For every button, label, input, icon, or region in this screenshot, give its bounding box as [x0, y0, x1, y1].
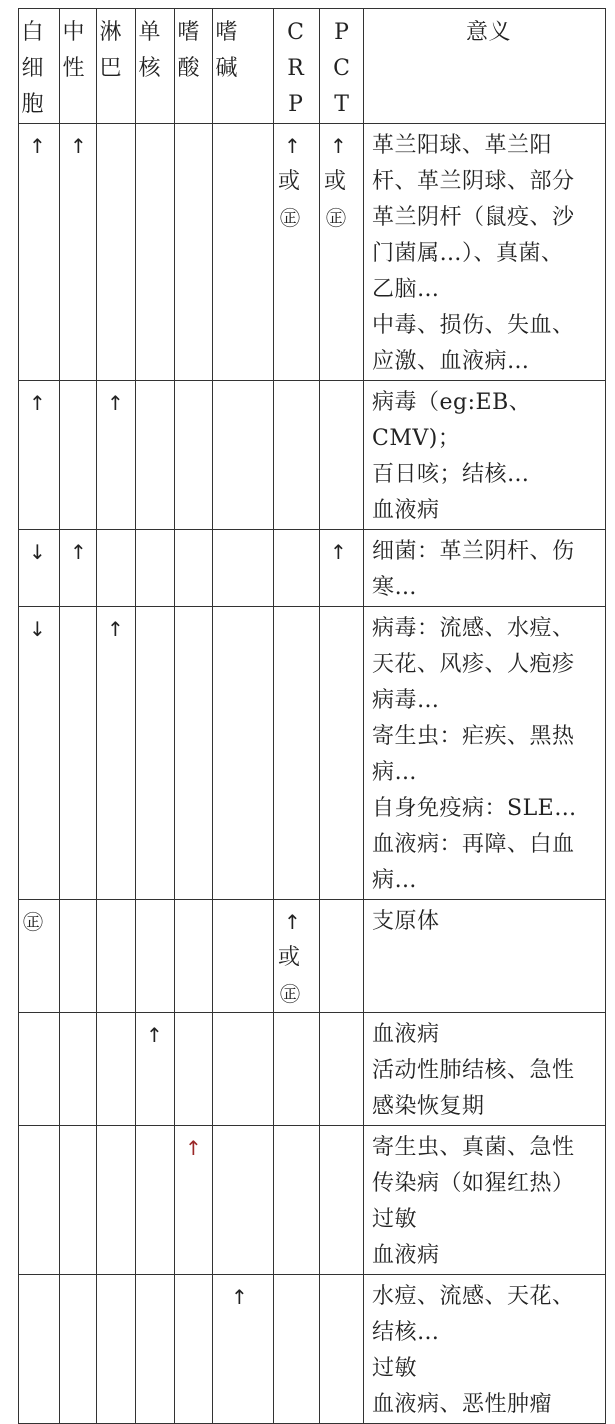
- cell-pct: [320, 381, 364, 530]
- meaning-line: 过敏: [372, 1356, 418, 1381]
- cell-basophil: [213, 1275, 274, 1424]
- cell-basophil: [213, 1013, 274, 1126]
- cell-pct: [320, 900, 364, 1013]
- cell-neutrophil: [60, 1275, 97, 1424]
- down-arrow-icon: ↓: [29, 540, 46, 564]
- header-wbc-label: 白 细 胞: [21, 20, 44, 117]
- up-arrow-icon: ↑: [70, 134, 87, 158]
- cell-meaning: [364, 124, 606, 381]
- meaning-line: 感染恢复期: [372, 1094, 485, 1119]
- cell-eosinophil: [175, 124, 213, 381]
- cell-monocyte: [136, 1126, 175, 1275]
- cell-pct: [320, 607, 364, 900]
- meaning-line: 血液病、恶性肿瘤: [372, 1392, 553, 1417]
- cell-monocyte: [136, 381, 175, 530]
- cell-basophil: [213, 381, 274, 530]
- meaning-line: 病毒：流感、水痘、: [372, 616, 575, 641]
- up-arrow-icon: ↑: [330, 540, 347, 564]
- meaning-line: 百日咳；结核…: [372, 462, 530, 487]
- cell-crp: [274, 1275, 320, 1424]
- meaning-line: 寄生虫：疟疾、黑热: [372, 724, 575, 749]
- table-row: [19, 1126, 606, 1275]
- header-row: [19, 9, 606, 124]
- meaning-line: 门菌属…）、真菌、: [372, 241, 564, 266]
- meaning-line: 病…: [372, 868, 418, 893]
- cell-wbc: [19, 1126, 60, 1275]
- cell-monocyte: [136, 124, 175, 381]
- meaning-line: 寄生虫、真菌、急性: [372, 1135, 575, 1160]
- cell-lymphocyte: [97, 607, 136, 900]
- header-wbc: [19, 9, 60, 124]
- meaning-line: 自身免疫病：SLE…: [372, 796, 577, 821]
- cell-basophil: [213, 530, 274, 607]
- meaning-line: 血液病：再障、白血: [372, 832, 575, 857]
- meaning-line: 革兰阴杆（鼠疫、沙: [372, 205, 575, 230]
- cell-eosinophil: [175, 381, 213, 530]
- header-monocyte-label: 单 核: [138, 20, 161, 81]
- up-arrow-icon: ↑: [284, 910, 301, 934]
- cell-eosinophil: [175, 530, 213, 607]
- cell-eosinophil: [175, 607, 213, 900]
- cell-eosinophil: [175, 900, 213, 1013]
- cell-meaning: [364, 530, 606, 607]
- cell-crp: [274, 1013, 320, 1126]
- header-meaning-label: 意义: [465, 20, 511, 45]
- cell-meaning: [364, 1126, 606, 1275]
- cell-neutrophil: [60, 1013, 97, 1126]
- table-row: [19, 1275, 606, 1424]
- cell-crp: [274, 381, 320, 530]
- meaning-line: 病毒…: [372, 688, 440, 713]
- header-basophil: [213, 9, 274, 124]
- cell-pct: [320, 1275, 364, 1424]
- up-arrow-icon: ↑: [284, 134, 301, 158]
- meaning-line: 细菌：革兰阴杆、伤: [372, 539, 575, 564]
- blood-test-table: [18, 8, 606, 1424]
- header-pct-label: P C T: [333, 20, 350, 117]
- meaning-line: 结核…: [372, 1320, 440, 1345]
- cell-wbc: [19, 381, 60, 530]
- up-arrow-icon: ↑: [330, 134, 347, 158]
- meaning-line: 过敏: [372, 1207, 418, 1232]
- cell-meaning: [364, 381, 606, 530]
- up-arrow-icon: ↑: [29, 391, 46, 415]
- cell-lymphocyte: [97, 381, 136, 530]
- meaning-line: 支原体: [372, 909, 440, 934]
- normal-icon: ㊣: [23, 910, 43, 934]
- cell-lymphocyte: [97, 1126, 136, 1275]
- cell-neutrophil: [60, 124, 97, 381]
- cell-wbc: [19, 900, 60, 1013]
- cell-lymphocyte: [97, 530, 136, 607]
- meaning-line: 血液病: [372, 1243, 440, 1268]
- cell-pct: [320, 530, 364, 607]
- meaning-line: 病毒（eg:EB、CMV)；: [372, 390, 532, 451]
- table-row: [19, 530, 606, 607]
- cell-basophil: [213, 607, 274, 900]
- up-arrow-icon: ↑: [185, 1136, 202, 1160]
- cell-wbc: [19, 530, 60, 607]
- cell-lymphocyte: [97, 124, 136, 381]
- up-arrow-icon: ↑: [231, 1285, 248, 1309]
- or-label: 或: [278, 945, 301, 970]
- meaning-line: 杆、革兰阴球、部分: [372, 169, 575, 194]
- meaning-line: 水痘、流感、天花、: [372, 1284, 575, 1309]
- header-meaning: [364, 9, 606, 124]
- cell-wbc: [19, 1275, 60, 1424]
- meaning-line: 应激、血液病…: [372, 349, 530, 374]
- cell-crp: [274, 530, 320, 607]
- table-row: [19, 1013, 606, 1126]
- up-arrow-icon: ↑: [29, 134, 46, 158]
- cell-neutrophil: [60, 607, 97, 900]
- header-monocyte: [136, 9, 175, 124]
- normal-icon: ㊣: [326, 206, 346, 230]
- up-arrow-icon: ↑: [107, 617, 124, 641]
- cell-lymphocyte: [97, 1275, 136, 1424]
- cell-basophil: [213, 1126, 274, 1275]
- meaning-line: 活动性肺结核、急性: [372, 1058, 575, 1083]
- cell-lymphocyte: [97, 900, 136, 1013]
- header-lymphocyte: [97, 9, 136, 124]
- or-label: 或: [278, 169, 301, 194]
- cell-crp: [274, 607, 320, 900]
- cell-crp: [274, 1126, 320, 1275]
- cell-crp: [274, 124, 320, 381]
- cell-pct: [320, 1126, 364, 1275]
- header-crp-label: C R P: [287, 20, 304, 117]
- cell-meaning: [364, 1275, 606, 1424]
- table-row: [19, 900, 606, 1013]
- cell-wbc: [19, 1013, 60, 1126]
- cell-neutrophil: [60, 381, 97, 530]
- normal-icon: ㊣: [280, 982, 300, 1006]
- cell-monocyte: [136, 900, 175, 1013]
- cell-meaning: [364, 900, 606, 1013]
- cell-monocyte: [136, 1013, 175, 1126]
- normal-icon: ㊣: [280, 206, 300, 230]
- meaning-line: 中毒、损伤、失血、: [372, 313, 575, 338]
- cell-crp: [274, 900, 320, 1013]
- cell-eosinophil: [175, 1275, 213, 1424]
- table-row: [19, 381, 606, 530]
- header-neutrophil-label: 中 性: [62, 20, 85, 81]
- cell-monocyte: [136, 530, 175, 607]
- cell-basophil: [213, 900, 274, 1013]
- up-arrow-icon: ↑: [70, 540, 87, 564]
- header-neutrophil: [60, 9, 97, 124]
- header-lymphocyte-label: 淋 巴: [99, 20, 122, 81]
- header-basophil-label: 嗜 碱: [215, 20, 238, 81]
- cell-eosinophil: [175, 1126, 213, 1275]
- cell-neutrophil: [60, 900, 97, 1013]
- cell-monocyte: [136, 1275, 175, 1424]
- table-row: [19, 607, 606, 900]
- cell-lymphocyte: [97, 1013, 136, 1126]
- meaning-line: 病…: [372, 760, 418, 785]
- header-eosinophil-label: 嗜 酸: [177, 20, 200, 81]
- up-arrow-icon: ↑: [146, 1023, 163, 1047]
- cell-pct: [320, 1013, 364, 1126]
- cell-meaning: [364, 1013, 606, 1126]
- table-row: [19, 124, 606, 381]
- cell-wbc: [19, 607, 60, 900]
- meaning-line: 寒…: [372, 575, 418, 600]
- cell-wbc: [19, 124, 60, 381]
- cell-meaning: [364, 607, 606, 900]
- cell-pct: [320, 124, 364, 381]
- meaning-line: 血液病: [372, 498, 440, 523]
- cell-neutrophil: [60, 530, 97, 607]
- meaning-line: 乙脑…: [372, 277, 440, 302]
- meaning-line: 血液病: [372, 1022, 440, 1047]
- meaning-line: 革兰阳球、革兰阳: [372, 133, 553, 158]
- meaning-line: 天花、风疹、人疱疹: [372, 652, 575, 677]
- cell-neutrophil: [60, 1126, 97, 1275]
- cell-eosinophil: [175, 1013, 213, 1126]
- up-arrow-icon: ↑: [107, 391, 124, 415]
- header-eosinophil: [175, 9, 213, 124]
- meaning-line: 传染病（如猩红热）: [372, 1171, 575, 1196]
- down-arrow-icon: ↓: [29, 617, 46, 641]
- header-pct: [320, 9, 364, 124]
- or-label: 或: [324, 169, 347, 194]
- header-crp: [274, 9, 320, 124]
- cell-basophil: [213, 124, 274, 381]
- cell-monocyte: [136, 607, 175, 900]
